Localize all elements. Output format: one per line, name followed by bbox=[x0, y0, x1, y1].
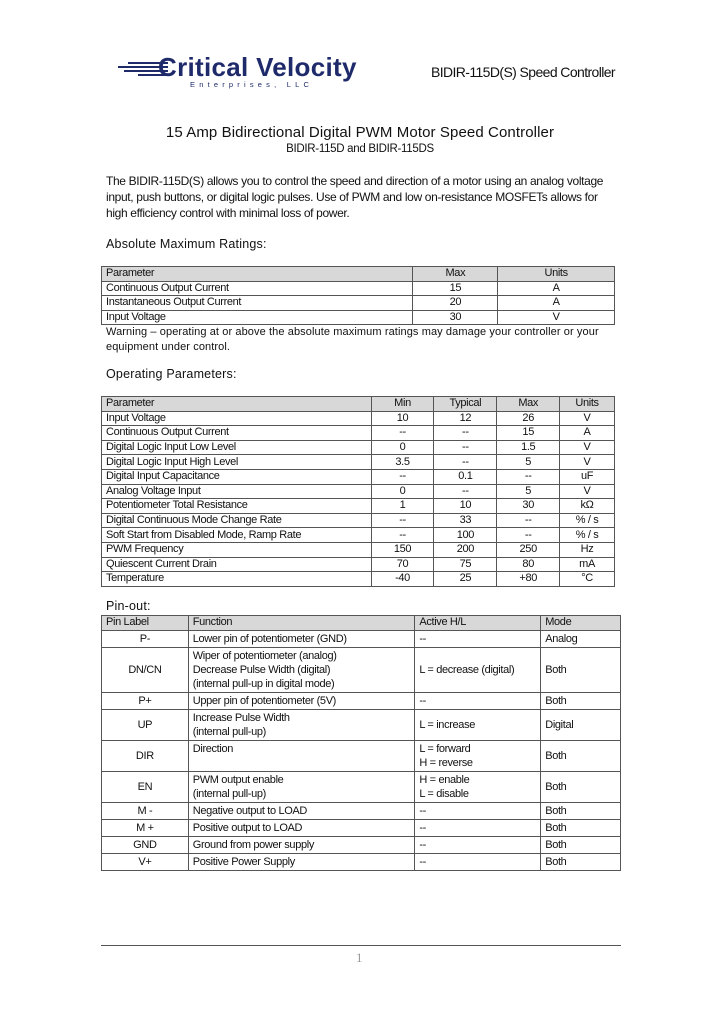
pin-label: GND bbox=[102, 836, 189, 853]
operating-column-header: Parameter bbox=[102, 397, 372, 412]
pin-function-line: (internal pull-up) bbox=[192, 725, 266, 738]
pin-function-line: Wiper of potentiometer (analog) bbox=[192, 649, 337, 662]
pin-label: P- bbox=[102, 630, 189, 647]
operating-row bbox=[102, 484, 615, 499]
abs-max-cell: 20 bbox=[413, 296, 498, 311]
operating-row bbox=[102, 411, 615, 426]
pin-mode: Both bbox=[541, 836, 621, 853]
operating-cell: 26 bbox=[497, 411, 560, 426]
pin-active bbox=[415, 836, 541, 853]
pin-label: M + bbox=[102, 819, 189, 836]
pinout-column-header: Pin Label bbox=[102, 616, 189, 631]
pinout-heading: Pin-out: bbox=[106, 599, 151, 613]
pin-mode: Both bbox=[541, 771, 621, 802]
warning-note: Warning – operating at or above the absolute maximum ratings may damage your controller or your equipment under control. bbox=[106, 326, 599, 353]
pin-mode: Analog bbox=[541, 630, 621, 647]
operating-row bbox=[102, 572, 615, 587]
pin-label: EN bbox=[102, 771, 189, 802]
abs-max-heading: Absolute Maximum Ratings: bbox=[106, 237, 267, 251]
abs-max-cell: Instantaneous Output Current bbox=[102, 296, 413, 311]
pin-active bbox=[415, 740, 541, 771]
operating-heading: Operating Parameters: bbox=[106, 367, 237, 381]
pin-function-line: Lower pin of potentiometer (GND) bbox=[192, 632, 347, 645]
pin-active-line: -- bbox=[419, 821, 426, 834]
pin-function bbox=[188, 771, 415, 802]
pin-function bbox=[188, 853, 415, 870]
operating-cell: 1 bbox=[371, 499, 434, 514]
pin-function bbox=[188, 709, 415, 740]
abs-max-cell: Input Voltage bbox=[102, 310, 413, 325]
operating-cell: 10 bbox=[434, 499, 497, 514]
operating-cell: 30 bbox=[497, 499, 560, 514]
pin-active bbox=[415, 692, 541, 709]
pinout-row bbox=[102, 647, 621, 692]
operating-cell: 80 bbox=[497, 557, 560, 572]
operating-cell: °C bbox=[560, 572, 615, 587]
operating-cell: -40 bbox=[371, 572, 434, 587]
operating-cell: -- bbox=[434, 426, 497, 441]
pin-function bbox=[188, 692, 415, 709]
operating-row bbox=[102, 542, 615, 557]
operating-cell: % / s bbox=[560, 528, 615, 543]
pin-function bbox=[188, 630, 415, 647]
operating-row bbox=[102, 469, 615, 484]
pinout-row bbox=[102, 802, 621, 819]
abs-max-cell: A bbox=[498, 281, 615, 296]
pinout-column-header: Active H/L bbox=[415, 616, 541, 631]
pin-function-line: Ground from power supply bbox=[192, 838, 314, 851]
pin-active bbox=[415, 647, 541, 692]
operating-column-header: Typical bbox=[434, 397, 497, 412]
operating-cell: Digital Input Capacitance bbox=[102, 469, 372, 484]
abs-max-cell: V bbox=[498, 310, 615, 325]
pin-active bbox=[415, 709, 541, 740]
pin-mode: Both bbox=[541, 692, 621, 709]
operating-cell: PWM Frequency bbox=[102, 542, 372, 557]
pinout-row bbox=[102, 819, 621, 836]
pinout-row bbox=[102, 771, 621, 802]
pinout-header-row bbox=[102, 616, 621, 631]
operating-cell: 12 bbox=[434, 411, 497, 426]
pin-active-line: -- bbox=[419, 855, 426, 868]
pinout-row bbox=[102, 853, 621, 870]
operating-cell: Digital Logic Input Low Level bbox=[102, 440, 372, 455]
operating-cell: uF bbox=[560, 469, 615, 484]
pinout-column-header: Function bbox=[188, 616, 415, 631]
pin-function-line: Positive Power Supply bbox=[192, 855, 295, 868]
operating-row bbox=[102, 513, 615, 528]
abs-max-row bbox=[102, 296, 615, 311]
operating-column-header: Units bbox=[560, 397, 615, 412]
operating-cell: -- bbox=[434, 440, 497, 455]
abs-max-row bbox=[102, 310, 615, 325]
operating-cell: -- bbox=[497, 528, 560, 543]
page-title: 15 Amp Bidirectional Digital PWM Motor Speed Controller bbox=[165, 124, 555, 141]
pin-mode: Both bbox=[541, 647, 621, 692]
operating-cell: V bbox=[560, 484, 615, 499]
pin-function-line: (internal pull-up in digital mode) bbox=[192, 677, 335, 690]
abs-max-column-header: Parameter bbox=[102, 267, 413, 282]
logo-subtitle: Enterprises, LLC bbox=[190, 80, 314, 89]
pin-function bbox=[188, 740, 415, 771]
operating-cell: -- bbox=[497, 513, 560, 528]
abs-max-row bbox=[102, 281, 615, 296]
operating-cell: 1.5 bbox=[497, 440, 560, 455]
operating-row bbox=[102, 528, 615, 543]
pin-function-line: Increase Pulse Width bbox=[192, 711, 290, 724]
abs-max-column-header: Units bbox=[498, 267, 615, 282]
pinout-table bbox=[101, 615, 621, 871]
operating-cell: Analog Voltage Input bbox=[102, 484, 372, 499]
pin-label: M - bbox=[102, 802, 189, 819]
pin-label: P+ bbox=[102, 692, 189, 709]
operating-cell: -- bbox=[434, 484, 497, 499]
pin-active-line: L = forward bbox=[419, 742, 471, 755]
operating-cell: Hz bbox=[560, 542, 615, 557]
company-logo bbox=[108, 52, 370, 92]
pin-label: DN/CN bbox=[102, 647, 189, 692]
pinout-row bbox=[102, 709, 621, 740]
abs-max-column-header: Max bbox=[413, 267, 498, 282]
pin-active-line: -- bbox=[419, 804, 426, 817]
abs-max-header-row bbox=[102, 267, 615, 282]
operating-cell: 200 bbox=[434, 542, 497, 557]
operating-cell: 70 bbox=[371, 557, 434, 572]
pin-mode: Both bbox=[541, 802, 621, 819]
operating-cell: kΩ bbox=[560, 499, 615, 514]
operating-cell: 0.1 bbox=[434, 469, 497, 484]
operating-cell: V bbox=[560, 455, 615, 470]
abs-max-cell: 15 bbox=[413, 281, 498, 296]
operating-cell: 75 bbox=[434, 557, 497, 572]
operating-column-header: Max bbox=[497, 397, 560, 412]
operating-column-header: Min bbox=[371, 397, 434, 412]
pinout-row bbox=[102, 836, 621, 853]
logo-name: Critical Velocity bbox=[158, 52, 357, 82]
pin-function-line: (internal pull-up) bbox=[192, 787, 266, 800]
pin-active bbox=[415, 802, 541, 819]
operating-row bbox=[102, 455, 615, 470]
pinout-row bbox=[102, 630, 621, 647]
operating-table bbox=[101, 396, 615, 587]
pin-function bbox=[188, 836, 415, 853]
pin-active-line: L = increase bbox=[419, 718, 475, 731]
pin-function-line: Direction bbox=[192, 742, 234, 755]
product-header: BIDIR-115D(S) Speed Controller bbox=[430, 64, 615, 80]
pin-active-line: L = decrease (digital) bbox=[419, 663, 515, 676]
operating-cell: Digital Logic Input High Level bbox=[102, 455, 372, 470]
pin-function-line: Upper pin of potentiometer (5V) bbox=[192, 694, 336, 707]
abs-max-cell: 30 bbox=[413, 310, 498, 325]
operating-cell: 150 bbox=[371, 542, 434, 557]
operating-cell: Temperature bbox=[102, 572, 372, 587]
operating-cell: 25 bbox=[434, 572, 497, 587]
operating-cell: 15 bbox=[497, 426, 560, 441]
operating-cell: -- bbox=[371, 469, 434, 484]
abs-max-cell: Continuous Output Current bbox=[102, 281, 413, 296]
operating-row bbox=[102, 426, 615, 441]
operating-cell: 250 bbox=[497, 542, 560, 557]
operating-cell: 33 bbox=[434, 513, 497, 528]
pin-function-line: PWM output enable bbox=[192, 773, 284, 786]
operating-cell: V bbox=[560, 440, 615, 455]
pin-mode: Both bbox=[541, 853, 621, 870]
operating-cell: 10 bbox=[371, 411, 434, 426]
pin-active bbox=[415, 630, 541, 647]
operating-row bbox=[102, 440, 615, 455]
operating-row bbox=[102, 557, 615, 572]
pin-active bbox=[415, 819, 541, 836]
intro-paragraph: The BIDIR-115D(S) allows you to control the speed and direction of a motor using an analog voltage input, push buttons, or digital logic pulses. Use of PWM and low on-resistance MOSFETs allows for high efficiency control with minimal loss of power. bbox=[106, 174, 604, 220]
pinout-row bbox=[102, 692, 621, 709]
operating-cell: Soft Start from Disabled Mode, Ramp Rate bbox=[102, 528, 372, 543]
pin-function-line: Negative output to LOAD bbox=[192, 804, 308, 817]
operating-cell: +80 bbox=[497, 572, 560, 587]
operating-cell: -- bbox=[371, 513, 434, 528]
pin-label: UP bbox=[102, 709, 189, 740]
pin-function bbox=[188, 647, 415, 692]
pin-function bbox=[188, 819, 415, 836]
operating-cell: Quiescent Current Drain bbox=[102, 557, 372, 572]
abs-max-cell: A bbox=[498, 296, 615, 311]
operating-cell: 0 bbox=[371, 484, 434, 499]
operating-cell: Input Voltage bbox=[102, 411, 372, 426]
operating-cell: 0 bbox=[371, 440, 434, 455]
pin-mode: Digital bbox=[541, 709, 621, 740]
pin-active bbox=[415, 853, 541, 870]
pin-mode: Both bbox=[541, 740, 621, 771]
operating-cell: V bbox=[560, 411, 615, 426]
pinout-row bbox=[102, 740, 621, 771]
footer-divider bbox=[101, 945, 621, 946]
operating-cell: Potentiometer Total Resistance bbox=[102, 499, 372, 514]
pin-function bbox=[188, 802, 415, 819]
operating-cell: 100 bbox=[434, 528, 497, 543]
pin-label: DIR bbox=[102, 740, 189, 771]
pin-label: V+ bbox=[102, 853, 189, 870]
pin-active-line: H = enable bbox=[419, 773, 470, 786]
operating-cell: 5 bbox=[497, 455, 560, 470]
operating-cell: -- bbox=[434, 455, 497, 470]
pin-active-line: -- bbox=[419, 694, 426, 707]
operating-cell: -- bbox=[371, 426, 434, 441]
page-number: 1 bbox=[356, 950, 363, 965]
pin-active-line: H = reverse bbox=[419, 756, 473, 769]
pin-active-line: -- bbox=[419, 838, 426, 851]
operating-row bbox=[102, 499, 615, 514]
pinout-column-header: Mode bbox=[541, 616, 621, 631]
operating-header-row bbox=[102, 397, 615, 412]
page-subtitle: BIDIR-115D and BIDIR-115DS bbox=[286, 143, 434, 155]
operating-cell: % / s bbox=[560, 513, 615, 528]
operating-cell: mA bbox=[560, 557, 615, 572]
pin-active-line: L = disable bbox=[419, 787, 469, 800]
operating-cell: -- bbox=[497, 469, 560, 484]
operating-cell: A bbox=[560, 426, 615, 441]
operating-cell: Digital Continuous Mode Change Rate bbox=[102, 513, 372, 528]
operating-cell: 5 bbox=[497, 484, 560, 499]
operating-cell: Continuous Output Current bbox=[102, 426, 372, 441]
operating-cell: 3.5 bbox=[371, 455, 434, 470]
pin-function-line: Positive output to LOAD bbox=[192, 821, 303, 834]
pin-active-line: -- bbox=[419, 632, 426, 645]
operating-cell: -- bbox=[371, 528, 434, 543]
pin-active bbox=[415, 771, 541, 802]
pin-function-line: Decrease Pulse Width (digital) bbox=[192, 663, 331, 676]
pin-mode: Both bbox=[541, 819, 621, 836]
abs-max-table bbox=[101, 266, 615, 325]
